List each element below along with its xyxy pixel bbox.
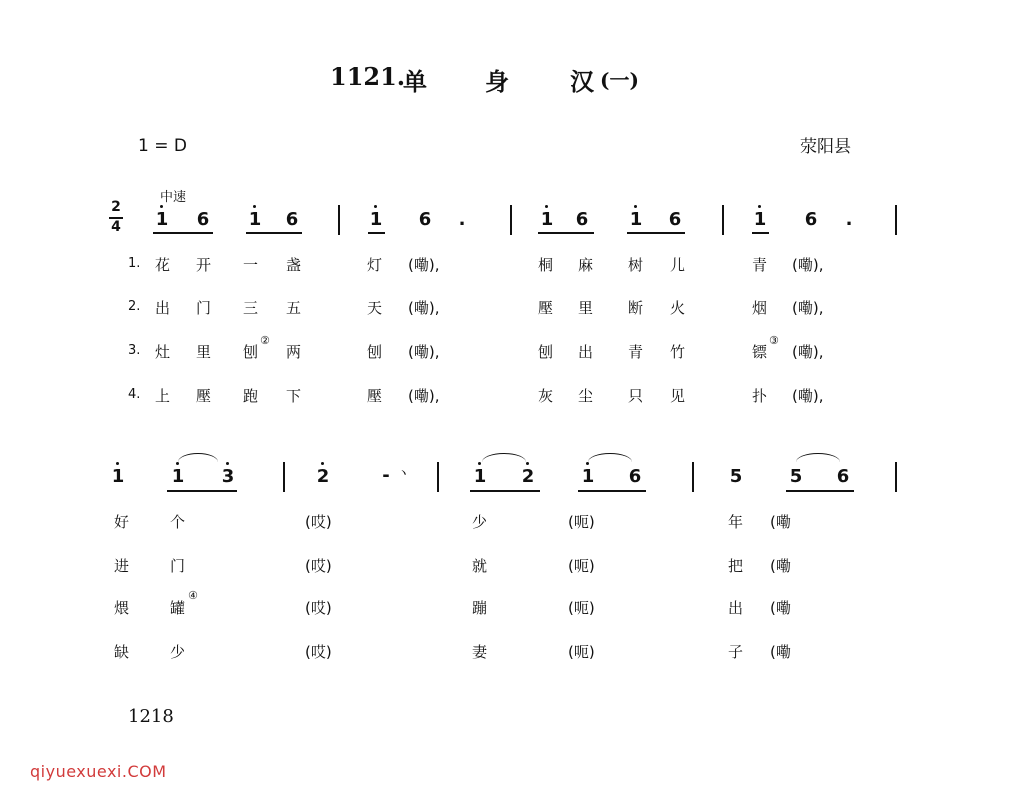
note: 6 — [804, 209, 818, 230]
slur — [482, 453, 526, 462]
lyric: 一 — [243, 256, 259, 274]
lyric: 盏 — [286, 256, 302, 274]
bar-line — [895, 462, 897, 492]
dotted-note-dot: . — [845, 209, 853, 230]
time-signature-bottom: 4 — [111, 219, 121, 235]
lyric: (嘞), — [792, 256, 824, 274]
high-octave-dot — [634, 205, 637, 208]
high-octave-dot — [526, 462, 529, 465]
lyric: 跑 — [243, 387, 259, 405]
lyric: (嘞 — [770, 643, 791, 661]
bar-line — [895, 205, 897, 235]
lyric: (嘞), — [792, 299, 824, 317]
bar-line — [437, 462, 439, 492]
high-octave-dot — [116, 462, 119, 465]
lyric: 桐 — [538, 256, 554, 274]
lyric: 门 — [170, 557, 186, 575]
tempo-marking: 中速 — [160, 190, 187, 205]
lyric: 罐 — [170, 599, 186, 617]
verse-number: 3. — [128, 343, 141, 358]
lyric: 出 — [728, 599, 744, 617]
lyric: 灶 — [155, 343, 171, 361]
bar-line — [692, 462, 694, 492]
lyric: 镖 — [752, 343, 768, 361]
note: 1 — [473, 466, 487, 487]
high-octave-dot — [758, 205, 761, 208]
note: 5 — [789, 466, 803, 487]
piece-number: 1121. — [330, 62, 406, 91]
slur — [588, 453, 632, 462]
lyric: 刨 — [367, 343, 383, 361]
lyric: 灰 — [538, 387, 554, 405]
high-octave-dot — [176, 462, 179, 465]
lyric: 就 — [472, 557, 488, 575]
note: 1 — [581, 466, 595, 487]
lyric: (哎) — [305, 557, 332, 575]
lyric: 妻 — [472, 643, 488, 661]
note: 3 — [221, 466, 235, 487]
lyric: 只 — [628, 387, 644, 405]
lyric: (嘞 — [770, 557, 791, 575]
note: 1 — [540, 209, 554, 230]
lyric: (呃) — [568, 557, 595, 575]
lyric: 年 — [728, 513, 744, 531]
lyric: (嘞), — [792, 343, 824, 361]
lyric: (呃) — [568, 643, 595, 661]
lyric: 扑 — [752, 387, 768, 405]
lyric: 灯 — [367, 256, 383, 274]
beat-underline — [786, 490, 854, 492]
lyric: 三 — [243, 299, 259, 317]
lyric: 下 — [286, 387, 302, 405]
lyric: 壓 — [538, 299, 554, 317]
title-char-2: 身 — [485, 67, 509, 96]
lyric: (哎) — [305, 599, 332, 617]
bar-line — [338, 205, 340, 235]
lyric: (嘞 — [770, 513, 791, 531]
beat-underline — [153, 232, 213, 234]
lyric: 刨 — [538, 343, 554, 361]
beat-underline — [246, 232, 302, 234]
note: 1 — [155, 209, 169, 230]
lyric: 见 — [670, 387, 686, 405]
bar-line — [722, 205, 724, 235]
note: 6 — [285, 209, 299, 230]
note: 1 — [369, 209, 383, 230]
note: 6 — [628, 466, 642, 487]
high-octave-dot — [160, 205, 163, 208]
footnote-mark: ④ — [188, 589, 198, 602]
lyric: 子 — [728, 643, 744, 661]
lyric: 进 — [114, 557, 130, 575]
lyric: (哎) — [305, 643, 332, 661]
title-suffix: (一) — [600, 68, 639, 92]
high-octave-dot — [321, 462, 324, 465]
verse-number: 4. — [128, 387, 141, 402]
lyric: (哎) — [305, 513, 332, 531]
lyric: 壓 — [367, 387, 383, 405]
lyric: 青 — [752, 256, 768, 274]
note: 2 — [521, 466, 535, 487]
note: 6 — [836, 466, 850, 487]
watermark: qiyuexuexi.COM — [30, 762, 167, 781]
verse-number: 2. — [128, 299, 141, 314]
footnote-mark: ③ — [769, 334, 779, 347]
lyric: (嘞), — [792, 387, 824, 405]
lyric: 煨 — [114, 599, 130, 617]
lyric: 把 — [728, 557, 744, 575]
lyric: 断 — [628, 299, 644, 317]
slur — [178, 453, 218, 462]
lyric: 五 — [286, 299, 302, 317]
high-octave-dot — [226, 462, 229, 465]
breath-mark: ヽ — [397, 466, 411, 481]
lyric: 麻 — [578, 256, 594, 274]
lyric: (嘞), — [408, 343, 440, 361]
key-signature: 1 = D — [138, 136, 187, 156]
high-octave-dot — [545, 205, 548, 208]
lyric: 少 — [472, 513, 488, 531]
high-octave-dot — [374, 205, 377, 208]
lyric: 开 — [196, 256, 212, 274]
note: 6 — [196, 209, 210, 230]
note: 1 — [111, 466, 125, 487]
lyric: (嘞), — [408, 387, 440, 405]
high-octave-dot — [253, 205, 256, 208]
lyric: 上 — [155, 387, 171, 405]
dotted-note-dot: . — [458, 209, 466, 230]
lyric: 壓 — [196, 387, 212, 405]
dash: - — [382, 465, 390, 486]
lyric: 花 — [155, 256, 171, 274]
lyric: (嘞 — [770, 599, 791, 617]
footnote-mark: ② — [260, 334, 270, 347]
time-signature-top: 2 — [111, 199, 121, 215]
beat-underline — [470, 490, 540, 492]
note: 5 — [729, 466, 743, 487]
beat-underline — [627, 232, 685, 234]
lyric: 尘 — [578, 387, 594, 405]
beat-underline — [578, 490, 646, 492]
note: 1 — [171, 466, 185, 487]
lyric: (呃) — [568, 513, 595, 531]
note: 2 — [316, 466, 330, 487]
beat-underline — [368, 232, 385, 234]
high-octave-dot — [586, 462, 589, 465]
note: 1 — [629, 209, 643, 230]
lyric: 青 — [628, 343, 644, 361]
verse-number: 1. — [128, 256, 141, 271]
lyric: 蹦 — [472, 599, 488, 617]
lyric: (呃) — [568, 599, 595, 617]
lyric: 少 — [170, 643, 186, 661]
page-number: 1218 — [128, 706, 174, 727]
region-label: 荥阳县 — [800, 137, 851, 157]
lyric: 出 — [155, 299, 171, 317]
beat-underline — [752, 232, 769, 234]
lyric: 缺 — [114, 643, 130, 661]
high-octave-dot — [478, 462, 481, 465]
note: 6 — [668, 209, 682, 230]
title-char-3: 汉 — [570, 67, 594, 96]
lyric: 出 — [578, 343, 594, 361]
lyric: 火 — [670, 299, 686, 317]
bar-line — [510, 205, 512, 235]
note: 6 — [575, 209, 589, 230]
lyric: (嘞), — [408, 299, 440, 317]
lyric: 好 — [114, 513, 130, 531]
lyric: 个 — [170, 513, 186, 531]
lyric: 烟 — [752, 299, 768, 317]
note: 6 — [418, 209, 432, 230]
lyric: 刨 — [243, 343, 259, 361]
title-char-1: 单 — [403, 67, 427, 96]
lyric: (嘞), — [408, 256, 440, 274]
lyric: 儿 — [670, 256, 686, 274]
lyric: 两 — [286, 343, 302, 361]
lyric: 天 — [367, 299, 383, 317]
lyric: 里 — [578, 299, 594, 317]
beat-underline — [167, 490, 237, 492]
lyric: 树 — [628, 256, 644, 274]
lyric: 里 — [196, 343, 212, 361]
slur — [796, 453, 840, 462]
beat-underline — [538, 232, 594, 234]
note: 1 — [248, 209, 262, 230]
note: 1 — [753, 209, 767, 230]
lyric: 竹 — [670, 343, 686, 361]
bar-line — [283, 462, 285, 492]
lyric: 门 — [196, 299, 212, 317]
